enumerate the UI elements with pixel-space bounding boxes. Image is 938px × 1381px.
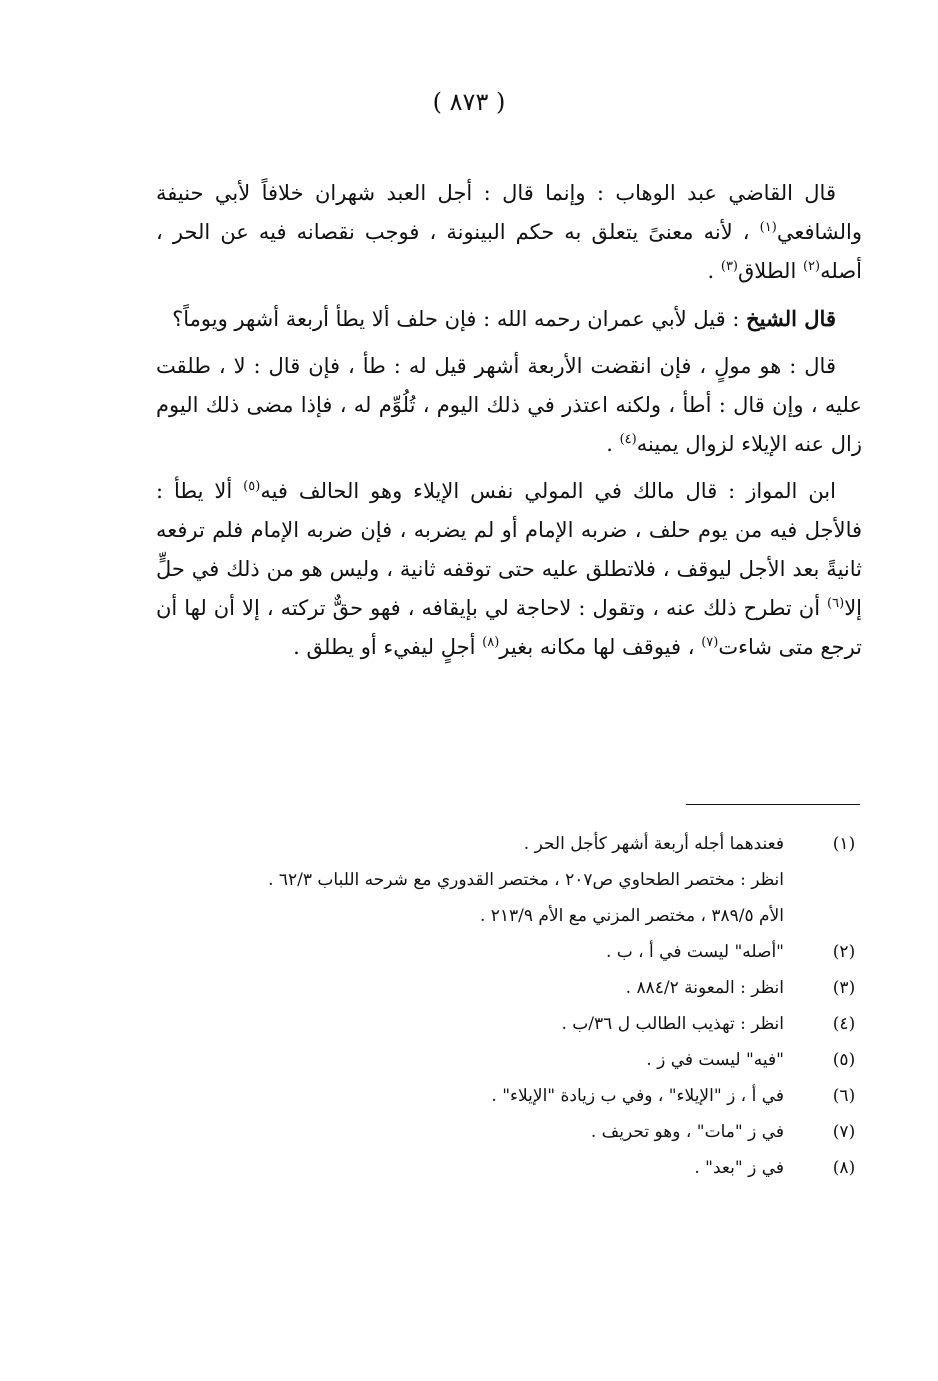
footnote-continuation [200,862,860,898]
footnote [200,934,860,970]
text-run: ، فيوقف لها مكانه بغير [499,635,702,659]
text-run: أجلٍ ليفيء أو يطلق . [293,635,483,659]
footnote [200,826,860,862]
footnote-text: الأم ٣٨٩/٥ ، مختصر المزني مع الأم ٢١٣/٩ . [479,906,784,926]
paragraph [156,174,862,291]
footnote-ref: (٢) [802,259,821,274]
footnote-ref: (٤) [619,432,637,447]
speaker-label: قال الشيخ [746,306,836,331]
footnote-text: "فيه" ليست في ز . [646,1050,784,1070]
paragraph [156,347,862,464]
footnote-number: (٦) [832,1086,856,1106]
footnote-number: (٧) [832,1122,856,1142]
footnote-text: في أ ، ز "الإيلاء" ، وفي ب زيادة "الإيلاء" . [491,1086,784,1106]
footnote-text: في ز "بعد" . [694,1158,784,1178]
main-text [156,174,862,675]
text-run: ابن المواز : قال مالك في المولي نفس الإيلاء وهو الحالف فيه [260,479,836,503]
footnote-text: فعندهما أجله أربعة أشهر كأجل الحر . [523,834,784,854]
text-run: أن تطرح ذلك عنه ، وتقول : لاحاجة لي بإيقافه ، فهو حقٌّ تركته ، إلا أن لها أن ترجع متى شاءت [156,596,862,659]
footnote-ref: (٥) [243,479,261,494]
footnote-ref: (٨) [482,635,500,650]
footnote [200,970,860,1006]
footnote [200,1078,860,1114]
text-run: : قيل لأبي عمران رحمه الله : فإن حلف ألا يطأ أربعة أشهر ويوماً؟ [172,307,747,331]
footnote-continuation [200,898,860,934]
footnote-text: "أصله" ليست في أ ، ب . [605,942,784,962]
text-run: ألا يطأ : فالأجل فيه من يوم حلف ، ضربه الإمام أو لم يضربه ، فإن ضربه الإمام فلم ترفعه ثانيةً بعد الأجل ليوقف ، فلاتطلق عليه حتى توقفه ثانية ، وليس هو من ذلك في حلٍّ إلا [156,479,862,620]
page-number: ( ٨٧٣ ) [432,88,506,116]
paragraph [156,472,862,667]
footnote-ref: (٦) [827,596,845,611]
footnote [200,1150,860,1186]
text-run: الطلاق [738,259,803,283]
text-run: . [707,259,721,283]
footnote [200,1006,860,1042]
footnote-ref: (٧) [701,635,719,650]
footnote [200,1114,860,1150]
text-run: قال : هو مولٍ ، فإن انقضت الأربعة أشهر قيل له : طأ ، فإن قال : لا ، طلقت عليه ، وإن قال : أطأ ، ولكنه اعتذر في ذلك اليوم ، تُلُوِّم له ، فإذا مضى ذلك اليوم زال عنه الإيلاء لزوال يمينه [156,354,862,456]
paragraph [156,299,862,339]
footnote-text: انظر : مختصر الطحاوي ص٢٠٧ ، مختصر القدوري مع شرحه اللباب ٦٢/٣ . [268,870,784,890]
footnote-number: (٤) [832,1014,856,1034]
footnote-text: انظر : المعونة ٨٨٤/٢ . [625,978,784,998]
footnote-ref: (٣) [720,259,738,274]
footnote-number: (٥) [832,1050,856,1070]
footnote [200,1042,860,1078]
footnote-ref: (١) [759,220,777,235]
footnote-number: (١) [832,834,856,854]
footnote-text: انظر : تهذيب الطالب ل ٣٦/ب . [561,1014,784,1034]
text-run: . [606,432,620,456]
footnote-number: (٢) [832,942,856,962]
footnotes-section [200,826,860,1186]
footnote-number: (٣) [832,978,856,998]
footnote-text: في ز "مات" ، وهو تحريف . [590,1122,784,1142]
text-run: ، لأنه معنىً يتعلق به حكم البينونة ، فوجب نقصانه فيه عن الحر ، أصله [156,220,862,283]
text-run: قال القاضي عبد الوهاب : وإنما قال : أجل العبد شهران خلافاً لأبي حنيفة والشافعي [156,181,862,244]
footnote-divider [686,804,860,805]
footnote-number: (٨) [832,1158,856,1178]
